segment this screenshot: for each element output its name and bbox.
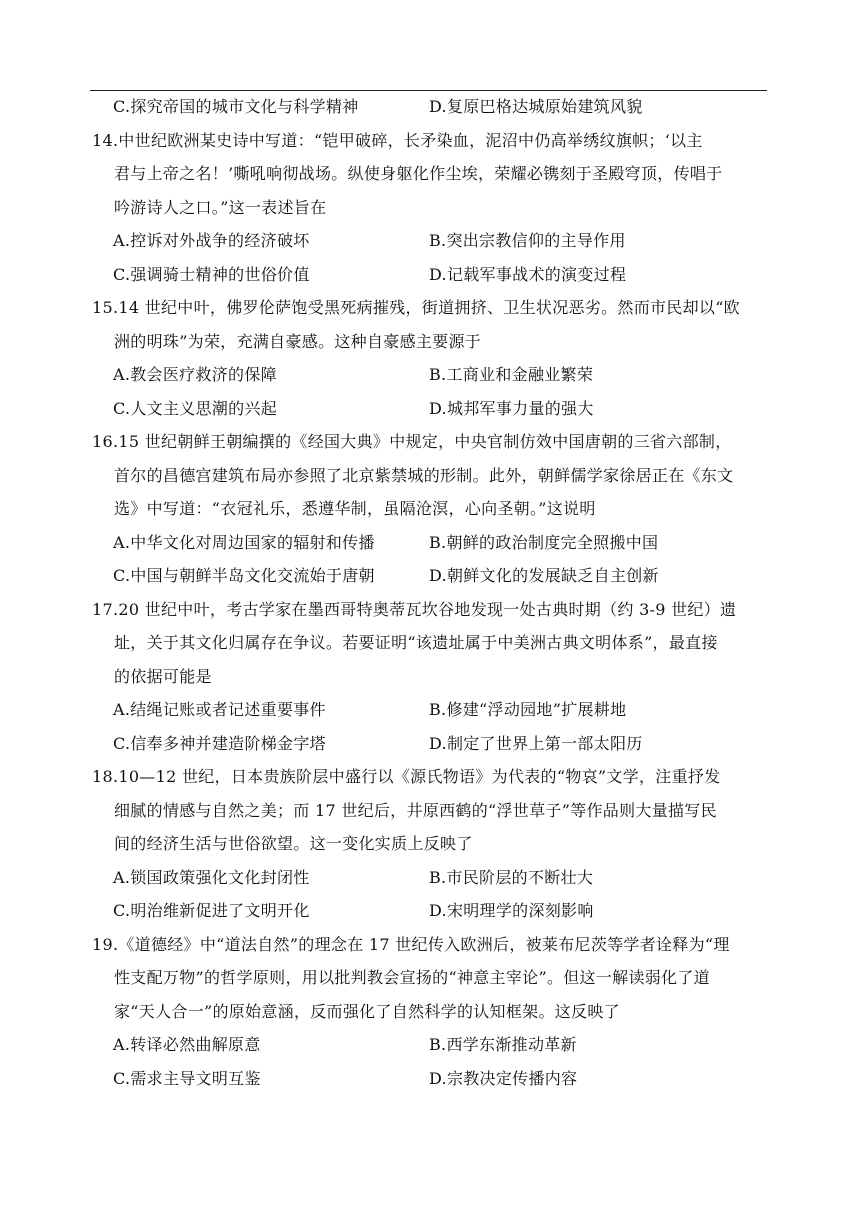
option-row: [92, 861, 782, 895]
question-stem-line: 首尔的昌德宫建筑布局亦参照了北京紫禁城的形制。此外，朝鲜儒学家徐居正在《东文: [114, 465, 734, 485]
question-stem-line: 17.20 世纪中叶，考古学家在墨西哥特奥蒂瓦坎谷地发现一处古典时期（约 3-9 世纪）遗: [92, 599, 737, 619]
exam-page: [92, 90, 782, 1095]
question-stem-line: 选》中写道：“衣冠礼乐，悉遵华制，虽隔沧溟，心向圣朝。”这说明: [114, 499, 596, 518]
option-row: [92, 224, 782, 258]
question-stem-line: 家“天人合一”的原始意涵，反而强化了自然科学的认知框架。这反映了: [114, 1001, 620, 1021]
option-c: C.人文主义思潮的兴起: [113, 398, 278, 418]
option-c: C.强调骑士精神的世俗价值: [113, 264, 310, 284]
option-d: D.制定了世界上第一部太阳历: [429, 733, 643, 753]
question-19: [92, 928, 782, 1096]
option-row: [92, 392, 782, 426]
question-14: [92, 124, 782, 292]
question-stem-line: 的依据可能是: [114, 666, 212, 686]
question-stem-line: 址，关于其文化归属存在争议。若要证明“该遗址属于中美洲古典文明体系”，最直接: [114, 633, 718, 652]
option-a: A.转译必然曲解原意: [113, 1035, 261, 1054]
question-stem-line: 间的经济生活与世俗欲望。这一变化实质上反映了: [114, 834, 473, 853]
option-d: D.城邦军事力量的强大: [429, 398, 594, 418]
option-row: [92, 258, 782, 292]
option-a: A.锁国政策强化文化封闭性: [113, 867, 310, 887]
question-15: [92, 291, 782, 425]
question-17: [92, 593, 782, 761]
option-d: D.宗教决定传播内容: [429, 1068, 578, 1088]
option-row: [92, 727, 782, 761]
option-c: C.需求主导文明互鉴: [113, 1068, 261, 1088]
question-stem-line: 吟游诗人之口。”这一表述旨在: [114, 197, 327, 217]
option-d: D.朝鲜文化的发展缺乏自主创新: [429, 566, 659, 585]
option-row: [92, 693, 782, 727]
option-row: [92, 559, 782, 593]
question-16: [92, 425, 782, 593]
option-c: C.信奉多神并建造阶梯金字塔: [113, 733, 326, 753]
option-d: D.宋明理学的深刻影响: [429, 901, 594, 920]
option-a: A.控诉对外战争的经济破坏: [113, 231, 310, 250]
question-stem-line: 君与上帝之名！’嘶吼响彻战场。纵使身躯化作尘埃，荣耀必镌刻于圣殿穹顶，传唱于: [114, 164, 723, 183]
question-stem-line: 洲的明珠”为荣，充满自豪感。这种自豪感主要源于: [114, 331, 482, 351]
question-stem-line: 18.10—12 世纪，日本贵族阶层中盛行以《源氏物语》为代表的“物哀”文学，注重抒发: [92, 767, 721, 786]
option-row: [92, 358, 782, 392]
option-row: [92, 1028, 782, 1062]
question-stem-line: 14.中世纪欧洲某史诗中写道：“铠甲破碎，长矛染血，泥沼中仍高举绣纹旗帜；‘以主: [92, 130, 703, 150]
option-c: C.明治维新促进了文明开化: [113, 901, 310, 920]
option-row: [92, 1062, 782, 1096]
option-a: A.教会医疗救济的保障: [113, 365, 277, 384]
option-b: B.修建“浮动园地”扩展耕地: [429, 700, 627, 719]
question-stem-line: 15.14 世纪中叶，佛罗伦萨饱受黑死病摧残，街道拥挤、卫生状况恶劣。然而市民却以“欧: [92, 298, 740, 317]
option-row: [92, 90, 782, 124]
option-c: C.探究帝国的城市文化与科学精神: [113, 97, 359, 116]
question-stem-line: 性支配万物”的哲学原则，用以批判教会宣扬的“神意主宰论”。但这一解读弱化了道: [114, 968, 710, 987]
option-c: C.中国与朝鲜半岛文化交流始于唐朝: [113, 566, 375, 585]
option-d: D.记载军事战术的演变过程: [429, 264, 627, 284]
option-b: B.工商业和金融业繁荣: [429, 365, 594, 384]
option-a: A.结绳记账或者记述重要事件: [113, 700, 326, 719]
option-row: [92, 894, 782, 928]
question-list: [92, 124, 782, 1096]
option-b: B.突出宗教信仰的主导作用: [429, 231, 626, 250]
question-stem-line: 16.15 世纪朝鲜王朝编撰的《经国大典》中规定，中央官制仿效中国唐朝的三省六部制，: [92, 432, 732, 451]
option-d: D.复原巴格达城原始建筑风貌: [429, 97, 643, 116]
option-b: B.市民阶层的不断壮大: [429, 867, 594, 887]
option-b: B.西学东渐推动革新: [429, 1035, 577, 1054]
option-a: A.中华文化对周边国家的辐射和传播: [113, 532, 375, 552]
option-b: B.朝鲜的政治制度完全照搬中国: [429, 532, 659, 552]
option-row: [92, 526, 782, 560]
question-stem-line: 细腻的情感与自然之美；而 17 世纪后，井原西鹤的“浮世草子”等作品则大量描写民: [114, 800, 717, 820]
question-stem-line: 19.《道德经》中“道法自然”的理念在 17 世纪传入欧洲后，被莱布尼茨等学者诠释为“理: [92, 934, 730, 954]
question-18: [92, 760, 782, 928]
